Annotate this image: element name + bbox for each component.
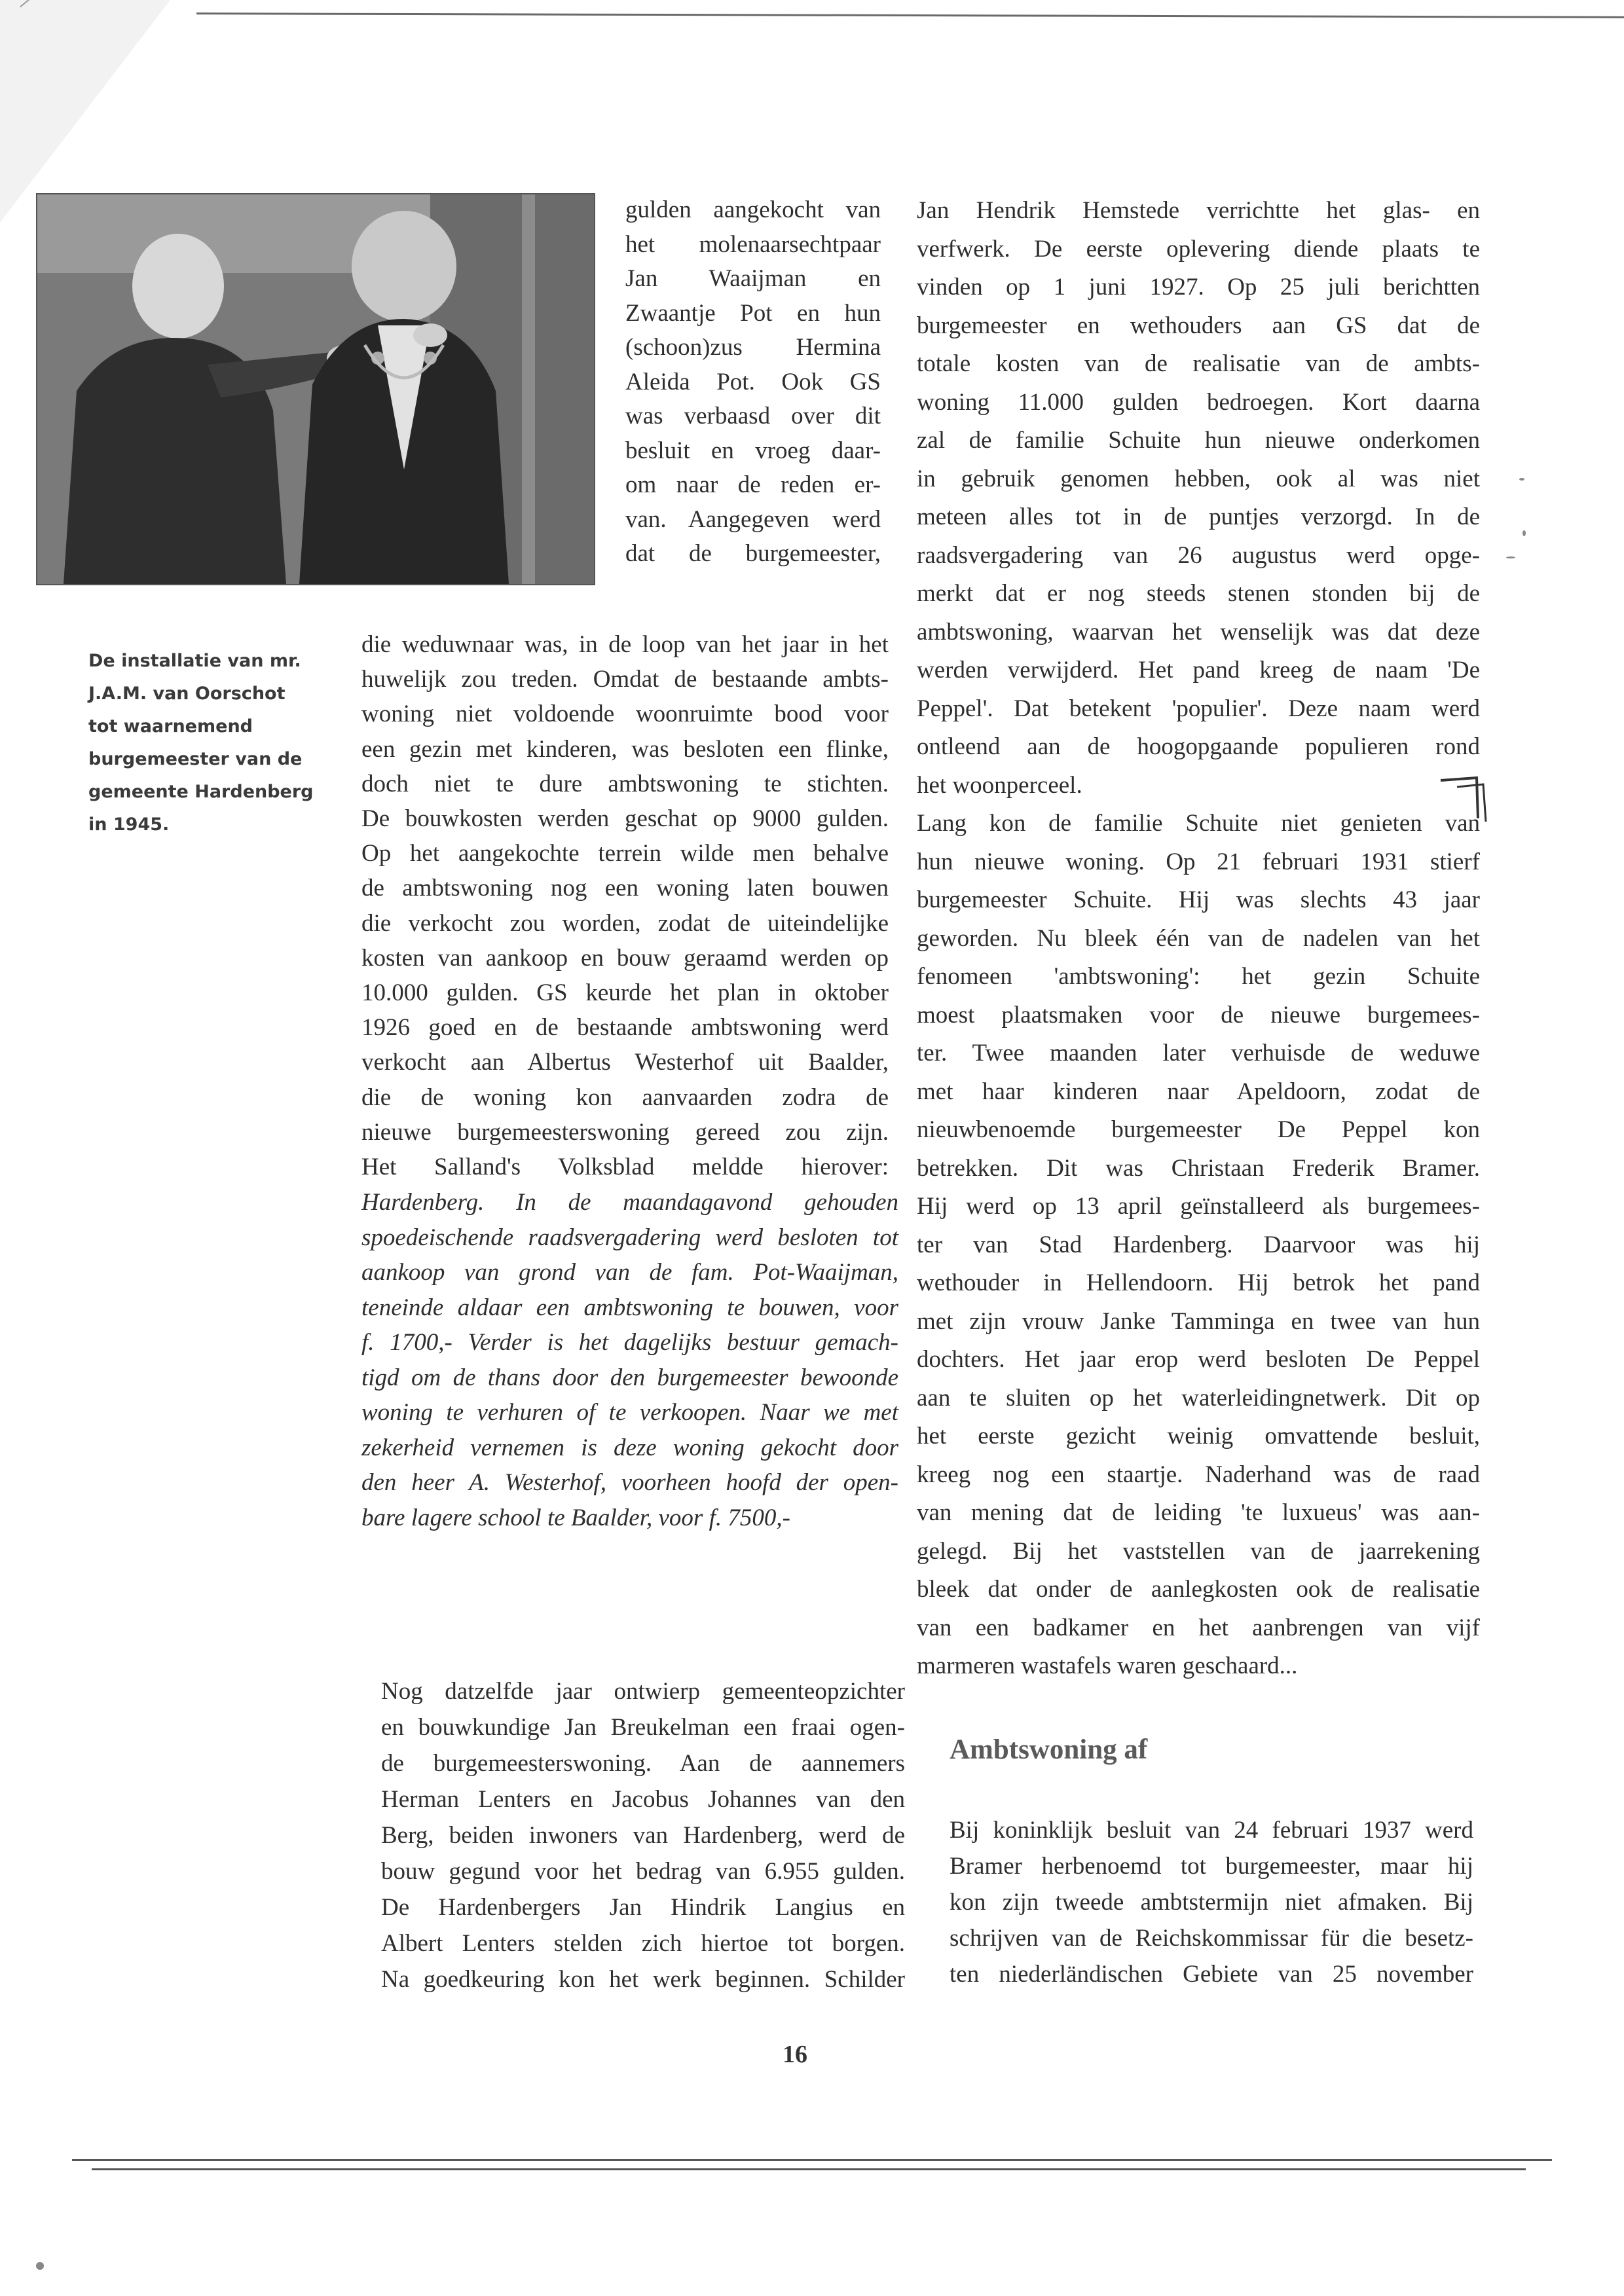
- text-line: ten niederländischen Gebiete van 25 november: [950, 1961, 1473, 1988]
- text-line: raadsvergadering van 26 augustus werd opge-: [917, 541, 1480, 569]
- photo-two-men-installation-icon: [37, 194, 594, 584]
- right-column-bottom: [950, 1812, 1473, 1992]
- scan-speck: [1519, 478, 1524, 481]
- caption-line: De installatie van mr.: [88, 651, 301, 671]
- text-line: Albert Lenters stelden zich hiertoe tot borgen.: [381, 1930, 905, 1957]
- scan-speck: [1506, 556, 1515, 558]
- text-line: besluit en vroeg daar-: [625, 437, 881, 464]
- scan-speck: [36, 2262, 44, 2270]
- text-line: Jan Hendrik Hemstede verrichtte het glas- en: [917, 197, 1480, 224]
- text-line: verkocht aan Albertus Westerhof uit Baalder,: [361, 1049, 889, 1076]
- text-line: doch niet te dure ambtswoning te stichten.: [361, 770, 889, 797]
- text-line: merkt dat er nog steeds stenen stonden bij de: [917, 580, 1480, 607]
- text-line: vinden op 1 juni 1927. Op 25 juli berichtten: [917, 274, 1480, 301]
- text-line: werden verwijderd. Het pand kreeg de naam 'De: [917, 657, 1480, 683]
- text-line: De bouwkosten werden geschat op 9000 gulden.: [361, 805, 889, 833]
- text-line: marmeren wastafels waren geschaard...: [917, 1652, 1298, 1679]
- quote-line: tigd om de thans door den burgemeester bewoonde: [361, 1364, 898, 1391]
- page-number: 16: [783, 2041, 807, 2068]
- text-line: het molenaarsechtpaar: [625, 230, 881, 258]
- scan-bottom-line: [92, 2168, 1526, 2170]
- text-line: geworden. Nu bleek één van de nadelen van het: [917, 924, 1480, 952]
- quote-line: teneinde aldaar een ambtswoning te bouwen, voor: [361, 1294, 898, 1321]
- quote-line: bare lagere school te Baalder, voor f. 7500,-: [361, 1504, 790, 1531]
- text-line: De Hardenbergers Jan Hindrik Langius en: [381, 1894, 905, 1921]
- text-line: ter. Twee maanden later verhuisde de weduwe: [917, 1040, 1480, 1066]
- text-line: de burgemeesterswoning. Aan de aannemers: [381, 1750, 905, 1777]
- text-line: nieuwe burgemeesterswoning gereed zou zijn.: [361, 1118, 889, 1146]
- right-column-top: [917, 192, 1480, 1686]
- pencil-bracket-mark-icon: [1437, 773, 1496, 825]
- caption-line: tot waarnemend: [88, 716, 253, 737]
- text-line: ontleend aan de hoogopgaande populieren rond: [917, 733, 1480, 760]
- text-line: woning niet voldoende woonruimte bood voor: [361, 701, 889, 728]
- text-line: van. Aangegeven werd: [625, 505, 881, 533]
- text-line: gulden aangekocht van: [625, 196, 881, 223]
- text-line: 1926 goed en de bestaande ambtswoning werd: [361, 1014, 889, 1042]
- text-line: kreeg nog een staartje. Naderhand was de raad: [917, 1461, 1480, 1488]
- text-line: van mening dat de leiding 'te luxueus' was aan-: [917, 1499, 1480, 1526]
- text-line: aan te sluiten op het waterleidingnetwerk. Dit op: [917, 1384, 1480, 1412]
- quote-line: aankoop van grond van de fam. Pot-Waaijman,: [361, 1259, 898, 1286]
- text-line: Bij koninklijk besluit van 24 februari 1937 werd: [950, 1817, 1473, 1844]
- text-line: meteen alles tot in de puntjes verzorgd. In de: [917, 503, 1480, 530]
- quote-line: woning te verhuren of te verkoopen. Naar we met: [361, 1399, 898, 1426]
- text-line: Het Salland's Volksblad meldde hierover:: [361, 1154, 889, 1181]
- text-line: burgemeester en wethouders aan GS dat de: [917, 312, 1480, 339]
- text-line: in gebruik genomen hebben, ook al was niet: [917, 465, 1480, 492]
- text-line: Aleida Pot. Ook GS: [625, 368, 881, 395]
- text-line: bleek dat onder de aanlegkosten ook de realisatie: [917, 1576, 1480, 1603]
- text-line: Bramer herbenoemd tot burgemeester, maar hij: [950, 1853, 1473, 1880]
- caption-line: in 1945.: [88, 814, 170, 835]
- quote-line: Hardenberg. In de maandagavond gehouden: [361, 1189, 898, 1216]
- text-line: en bouwkundige Jan Breukelman een fraai ogen-: [381, 1714, 905, 1741]
- text-line: om naar de reden er-: [625, 471, 881, 498]
- middle-column-bottom: [381, 1673, 905, 1997]
- section-heading: Ambtswoning af: [950, 1734, 1148, 1765]
- text-line: betrekken. Dit was Christaan Frederik Bramer.: [917, 1154, 1480, 1182]
- text-line: Zwaantje Pot en hun: [625, 299, 881, 327]
- scan-top-edge-line: [196, 12, 1624, 18]
- middle-column-wide: [361, 627, 889, 1184]
- text-line: die de woning kon aanvaarden zodra de: [361, 1084, 889, 1111]
- text-line: Peppel'. Dat betekent 'populier'. Deze naam werd: [917, 695, 1480, 722]
- text-line: schrijven van de Reichskommissar für die besetz-: [950, 1925, 1473, 1952]
- scan-bottom-line: [72, 2159, 1552, 2161]
- text-line: nieuwbenoemde burgemeester De Peppel kon: [917, 1116, 1480, 1143]
- scan-folded-corner: [0, 0, 170, 223]
- text-line: fenomeen 'ambtswoning': het gezin Schuite: [917, 963, 1480, 990]
- text-line: wethouder in Hellendoorn. Hij betrok het pand: [917, 1269, 1480, 1296]
- text-line: gelegd. Bij het vaststellen van de jaarrekening: [917, 1537, 1480, 1565]
- text-line: ter van Stad Hardenberg. Daarvoor was hij: [917, 1231, 1480, 1258]
- text-line: Jan Waaijman en: [625, 265, 881, 292]
- text-line: bouw gegund voor het bedrag van 6.955 gulden.: [381, 1858, 905, 1885]
- text-line: met haar kinderen naar Apeldoorn, zodat de: [917, 1078, 1480, 1105]
- text-line: een gezin met kinderen, was besloten een flinke,: [361, 735, 889, 763]
- caption-line: gemeente Hardenberg: [88, 782, 314, 802]
- text-line: ambtswoning, waarvan het wenselijk was dat deze: [917, 618, 1480, 646]
- text-line: verfwerk. De eerste oplevering diende plaats te: [917, 235, 1480, 263]
- historical-photo: [36, 193, 595, 585]
- text-line: die verkocht zou worden, zodat de uiteindelijke: [361, 909, 889, 937]
- text-line: 10.000 gulden. GS keurde het plan in oktober: [361, 979, 889, 1007]
- caption-line: burgemeester van de: [88, 749, 303, 769]
- text-line: Op het aangekochte terrein wilde men behalve: [361, 840, 889, 867]
- text-line: hun nieuwe woning. Op 21 februari 1931 stierf: [917, 848, 1480, 875]
- text-line: van een badkamer en het aanbrengen van vijf: [917, 1614, 1480, 1641]
- text-line: (schoon)zus Hermina: [625, 334, 881, 361]
- text-line: het eerste gezicht weinig omvattende besluit,: [917, 1423, 1480, 1449]
- quote-line: spoedeischende raadsvergadering werd besloten tot: [361, 1224, 898, 1251]
- text-line: dat de burgemeester,: [625, 540, 881, 567]
- text-line: dochters. Het jaar erop werd besloten De Peppel: [917, 1346, 1480, 1373]
- photo-caption: [88, 645, 324, 841]
- text-line: moest plaatsmaken voor de nieuwe burgemees-: [917, 1001, 1480, 1029]
- text-line: zal de familie Schuite hun nieuwe onderkomen: [917, 427, 1480, 454]
- quote-line: den heer A. Westerhof, voorheen hoofd der open-: [361, 1469, 898, 1496]
- text-line: de ambtswoning nog een woning laten bouwen: [361, 875, 889, 902]
- text-line: kosten van aankoop en bouw geraamd werden op: [361, 944, 889, 972]
- text-line: was verbaasd over dit: [625, 403, 881, 429]
- caption-line: J.A.M. van Oorschot: [88, 683, 286, 704]
- text-line: Herman Lenters en Jacobus Johannes van den: [381, 1786, 905, 1813]
- text-line: woning 11.000 gulden bedroegen. Kort daarna: [917, 388, 1480, 416]
- text-line: Na goedkeuring kon het werk beginnen. Schilder: [381, 1966, 905, 1993]
- scan-speck: [1522, 530, 1526, 536]
- text-line: met zijn vrouw Janke Tamminga en twee van hun: [917, 1307, 1480, 1335]
- text-line: burgemeester Schuite. Hij was slechts 43 jaar: [917, 886, 1480, 913]
- text-line: Hij werd op 13 april geïnstalleerd als burgemees-: [917, 1193, 1480, 1220]
- quote-line: f. 1700,- Verder is het dagelijks bestuur gemach-: [361, 1329, 898, 1356]
- newspaper-quote: [361, 1185, 898, 1535]
- text-line: kon zijn tweede ambtstermijn niet afmaken. Bij: [950, 1889, 1473, 1916]
- text-line: Berg, beiden inwoners van Hardenberg, werd de: [381, 1822, 905, 1849]
- quote-line: zekerheid vernemen is deze woning gekocht door: [361, 1434, 898, 1461]
- text-line: Lang kon de familie Schuite niet genieten van: [917, 810, 1480, 837]
- text-line: huwelijk zou treden. Omdat de bestaande ambts-: [361, 666, 889, 693]
- text-line: die weduwnaar was, in de loop van het jaar in het: [361, 631, 889, 658]
- middle-column-narrow: [625, 193, 881, 572]
- text-line: het woonperceel.: [917, 771, 1082, 799]
- text-line: Nog datzelfde jaar ontwierp gemeenteopzichter: [381, 1678, 905, 1705]
- text-line: totale kosten van de realisatie van de ambts-: [917, 350, 1480, 377]
